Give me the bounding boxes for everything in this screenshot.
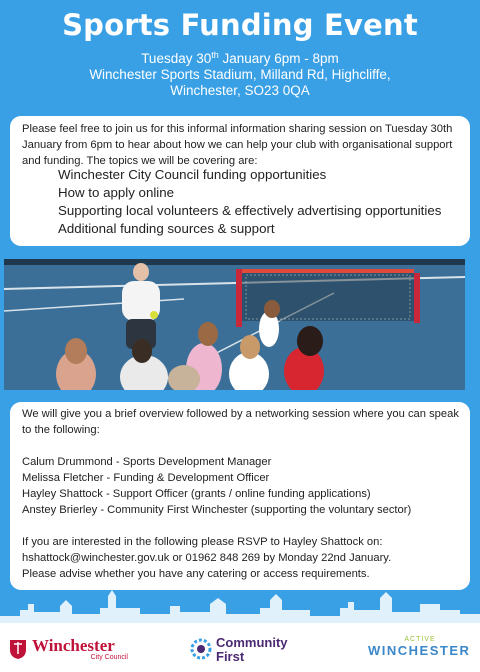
rsvp-line: If you are interested in the following please RSVP to Hayley Shattock on: — [22, 536, 383, 548]
contact-item: Calum Drummond - Sports Development Manager — [22, 456, 272, 468]
active-logo-small: ACTIVE — [404, 636, 436, 643]
tennis-photo-illustration — [4, 259, 465, 390]
winchester-logo-name: Winchester — [32, 636, 115, 655]
intro-text: Please feel free to join us for this informal information sharing session on Tuesday 30th January from 6pm to hear about how we can help your club with organisational support and funding. The topics we will be covering are: — [22, 123, 453, 167]
topic-item: How to apply online — [58, 185, 175, 200]
event-venue-line2: Winchester, SO23 0QA — [170, 83, 310, 98]
tennis-coaching-photo — [4, 259, 465, 390]
active-winchester-logo — [368, 636, 472, 658]
rsvp-contact-line: hshattock@winchester.gov.uk or 01962 848 269 by Monday 22nd January. — [22, 552, 392, 564]
contacts-list — [22, 454, 462, 518]
community-logo-line2: First — [216, 649, 245, 664]
crest-icon — [8, 638, 28, 660]
topic-item: Additional funding sources & support — [58, 221, 275, 236]
contact-item: Melissa Fletcher - Funding & Development Officer — [22, 472, 270, 484]
intro-panel — [10, 116, 470, 246]
topics-list — [58, 166, 441, 238]
contact-item: Hayley Shattock - Support Officer (grants / online funding applications) — [22, 488, 371, 500]
winchester-logo-subtitle: City Council — [90, 654, 128, 661]
event-title: Sports Funding Event — [62, 8, 418, 42]
community-ring-icon — [188, 636, 214, 662]
overview-text: We will give you a brief overview followed by a networking session where you can speak to the following: — [22, 408, 459, 436]
contact-item: Anstey Brierley - Community First Winchester (supporting the voluntary sector) — [22, 504, 412, 516]
topic-item: Supporting local volunteers & effectively advertising opportunities — [58, 203, 442, 218]
community-logo-line1: Community — [216, 635, 288, 650]
rsvp-section — [22, 534, 462, 582]
event-venue-line1: Winchester Sports Stadium, Milland Rd, Highcliffe, — [89, 67, 391, 82]
rsvp-requirements-line: Please advise whether you have any catering or access requirements. — [22, 568, 370, 580]
winchester-skyline-graphic — [0, 586, 480, 626]
active-logo-big: WINCHESTER — [368, 643, 471, 658]
event-date: Tuesday 30th January 6pm - 8pm — [141, 50, 339, 66]
event-details — [20, 51, 460, 99]
details-panel — [10, 402, 470, 590]
topic-item: Winchester City Council funding opportunities — [58, 167, 327, 182]
